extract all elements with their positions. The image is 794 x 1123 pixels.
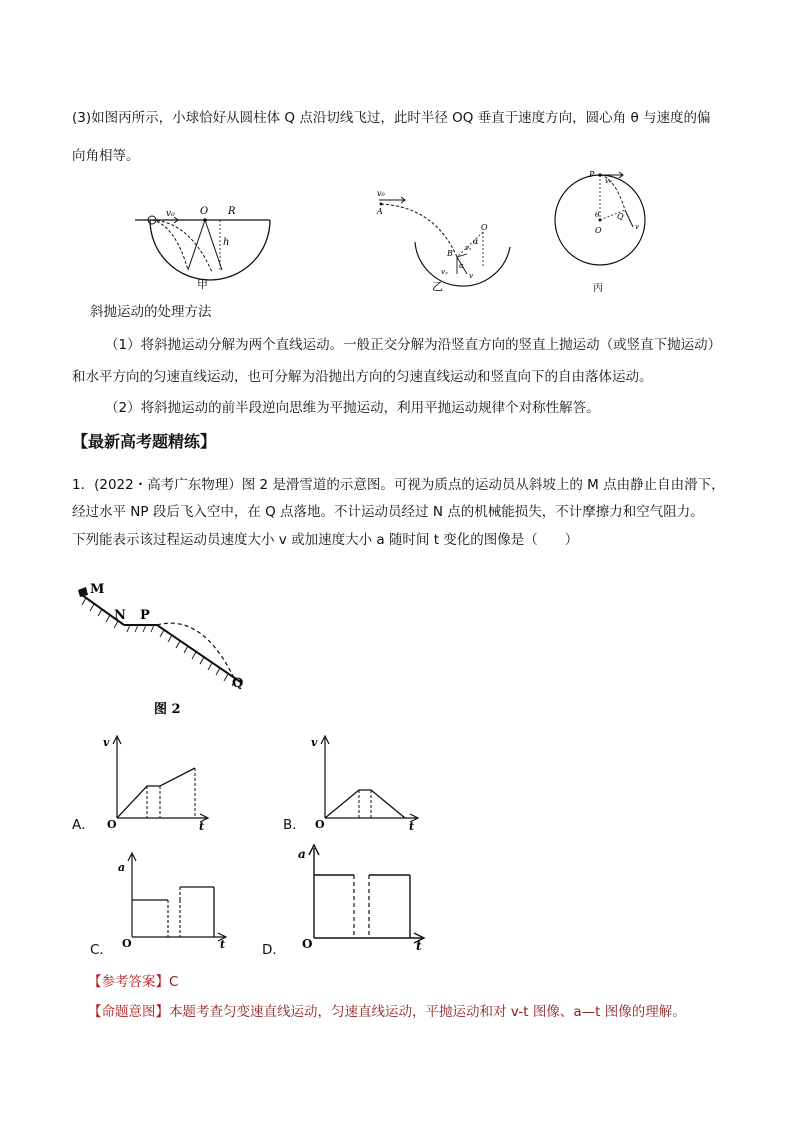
- option-b-graph[interactable]: [305, 730, 435, 830]
- question-line-1: 1．(2022・高考广东物理）图 2 是滑雪道的示意图。可视为质点的运动员从斜坡上的 M 点由静止自由滑下，: [72, 477, 725, 493]
- fig2-caption: 图 2: [154, 702, 181, 717]
- intro-line-2: 向角相等。: [72, 148, 140, 164]
- option-d-graph[interactable]: [290, 840, 435, 952]
- option-d-y-label: a: [298, 847, 306, 861]
- option-d-x-label: t: [416, 939, 422, 952]
- bing-p-label: P: [589, 170, 595, 179]
- option-c-x-label: t: [220, 938, 226, 950]
- fig2-p-label: P: [140, 608, 150, 623]
- option-c-y-label: a: [118, 861, 126, 874]
- option-a-origin: O: [107, 818, 117, 830]
- option-a-graph[interactable]: [95, 730, 225, 830]
- option-b-x-label: t: [409, 820, 415, 830]
- intent-tag: 【命题意图】: [88, 1004, 169, 1020]
- yi-o-label: O: [481, 223, 488, 232]
- answer-value: C: [169, 974, 179, 990]
- option-a-label[interactable]: A．: [72, 817, 95, 833]
- jia-r-label: R: [228, 206, 236, 217]
- section-p2: （2）将斜抛运动的前半段逆向思维为平抛运动，利用平抛运动规律个对称性解答。: [105, 400, 600, 416]
- figure-bing: [545, 165, 655, 293]
- fig2-n-label: N: [114, 608, 126, 623]
- yi-v0-label: v₀: [377, 189, 385, 198]
- jia-caption: 甲: [197, 278, 208, 291]
- section-p1-a: （1）将斜抛运动分解为两个直线运动。一般正交分解为沿竖直方向的竖直上抛运动（或竖直下抛运动）: [105, 337, 722, 353]
- section-title: 斜抛运动的处理方法: [90, 304, 212, 320]
- jia-o-label: O: [200, 206, 209, 217]
- question-line-2: 经过水平 NP 段后飞入空中，在 Q 点落地。不计运动员经过 N 点的机械能损失，不计摩擦力和空气阻力。: [72, 504, 704, 520]
- yi-angle-label: α: [459, 262, 464, 270]
- section-p1-b: 和水平方向的匀速直线运动，也可分解为沿抛出方向的匀速直线运动和竖直向下的自由落体运动。: [72, 369, 653, 385]
- question-line-3: 下列能表示该过程运动员速度大小 v 或加速度大小 a 随时间 t 变化的图像是（ ）: [72, 532, 579, 548]
- bing-theta-label: θ: [595, 211, 600, 219]
- intent-text: 本题考查匀变速直线运动，匀速直线运动，平抛运动和对 v-t 图像、a—t 图像的理解。: [169, 1004, 686, 1020]
- option-d-origin: O: [302, 937, 313, 951]
- answer-tag: 【参考答案】: [88, 974, 169, 990]
- yi-vy-label: vᵧ: [441, 268, 448, 276]
- bing-o-label: O: [595, 226, 602, 235]
- yi-vx-label: vₓ: [465, 244, 472, 252]
- option-c-graph[interactable]: [110, 845, 240, 950]
- yi-alpha-label: α: [473, 237, 479, 246]
- fig2-m-label: M: [90, 582, 105, 597]
- figure-yi: [365, 182, 525, 292]
- yi-v-label: v: [469, 272, 473, 280]
- option-a-x-label: t: [199, 820, 205, 830]
- bing-v-label: v: [635, 223, 639, 231]
- option-b-y-label: v: [311, 736, 318, 749]
- option-b-origin: O: [315, 818, 325, 830]
- intent-line: [88, 1002, 686, 1022]
- option-c-origin: O: [122, 937, 132, 950]
- option-d-label[interactable]: D．: [262, 942, 286, 958]
- figure-jia: [130, 200, 280, 295]
- jia-v0-label: v₀: [166, 209, 175, 219]
- answer-line: [88, 972, 178, 992]
- section-heading: 【最新高考题精练】: [72, 432, 217, 451]
- jia-h-label: h: [223, 237, 230, 248]
- yi-caption: 乙: [432, 280, 443, 292]
- fig2-q-label: Q: [232, 676, 244, 691]
- intro-line-1: (3)如图丙所示，小球恰好从圆柱体 Q 点沿切线飞过，此时半径 OQ 垂直于速度方向，圆心角 θ 与速度的偏: [72, 110, 711, 126]
- option-b-label[interactable]: B．: [283, 817, 306, 833]
- option-a-y-label: v: [103, 736, 110, 749]
- yi-a-label: A: [377, 207, 383, 216]
- bing-caption: 丙: [593, 283, 603, 293]
- bing-q-label: Q: [617, 212, 624, 221]
- yi-b-label: B: [447, 249, 453, 258]
- figure-2: [72, 575, 262, 720]
- bing-v0-label: v₀: [605, 177, 612, 185]
- option-c-label[interactable]: C．: [90, 942, 113, 958]
